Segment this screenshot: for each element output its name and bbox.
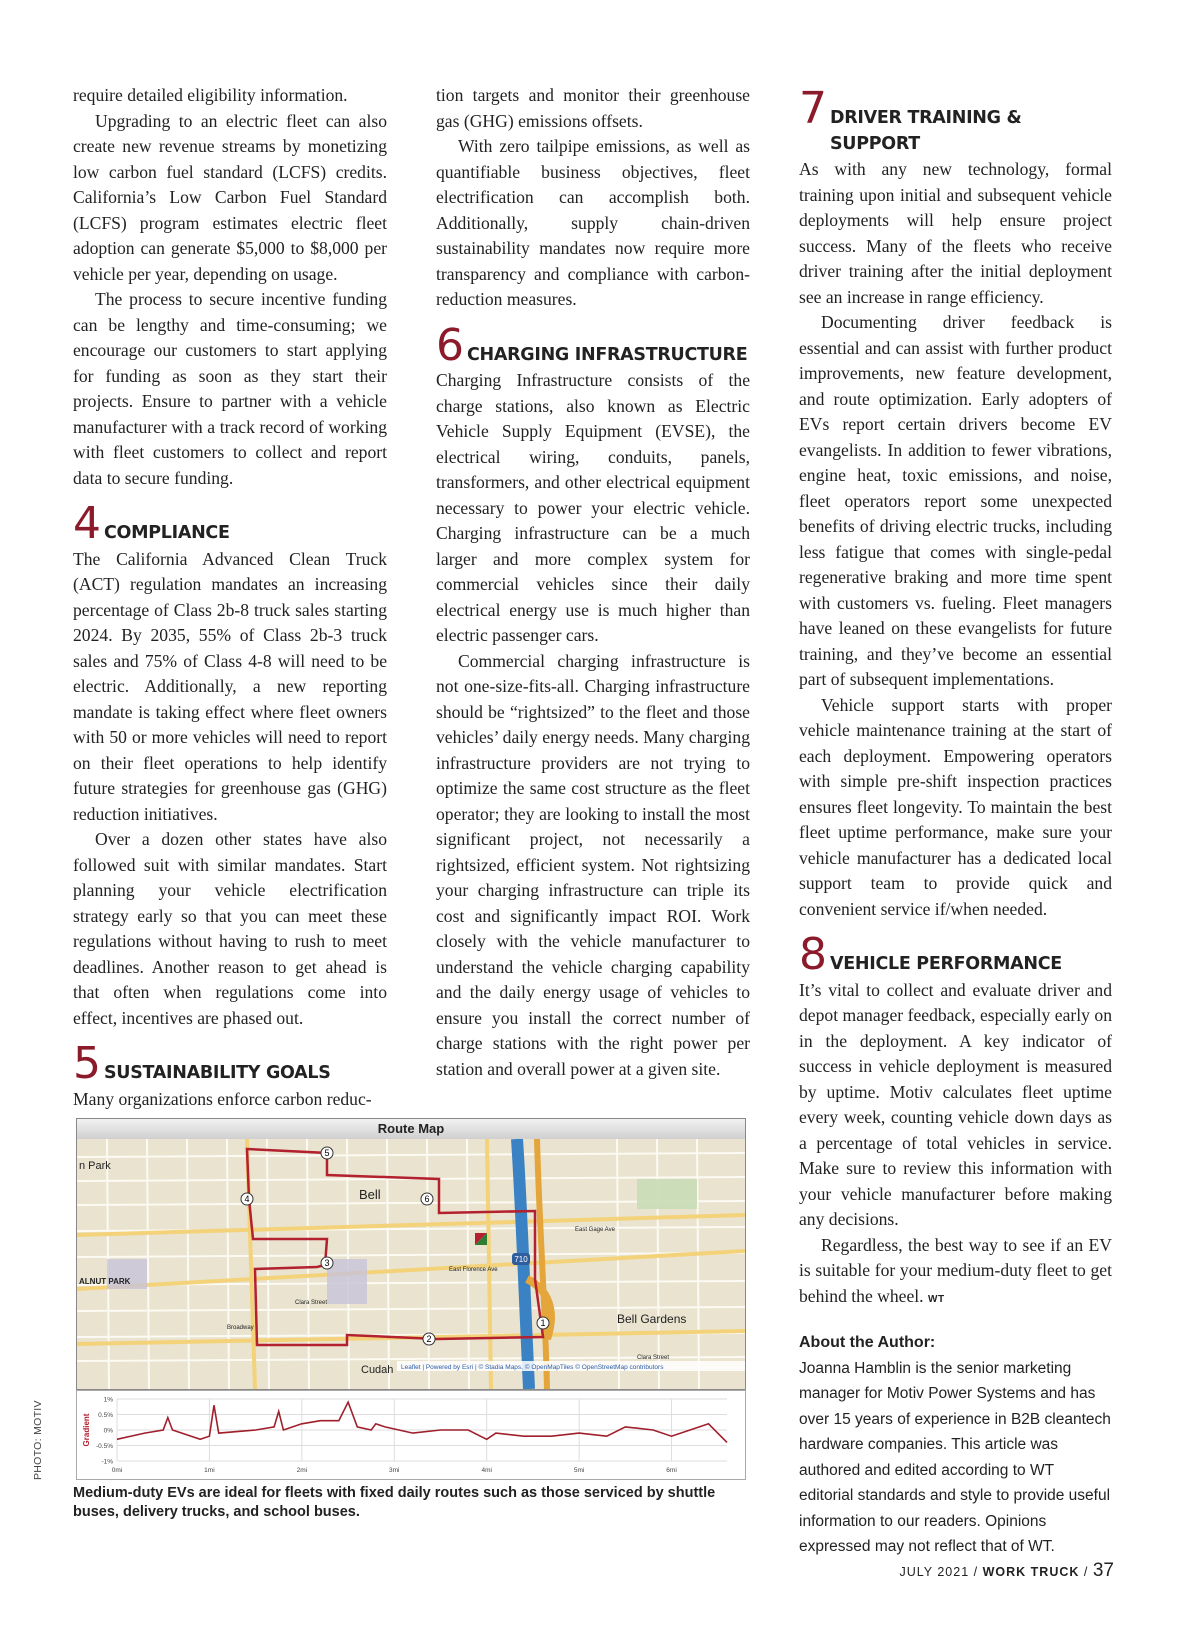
gradient-chart-canvas: [77, 1391, 745, 1479]
stop-marker-label: 6: [424, 1194, 430, 1204]
x-tick-label: 4mi: [481, 1467, 492, 1474]
paragraph: [799, 1233, 1112, 1313]
stop-marker-label: 3: [324, 1258, 330, 1268]
section-heading-7: [799, 83, 1112, 157]
section-title: DRIVER TRAINING & SUPPORT: [830, 108, 1022, 154]
section-number: 8: [799, 929, 827, 980]
issue-date: JULY 2021: [899, 1565, 970, 1579]
gradient-series-line: [117, 1402, 727, 1442]
page-number: 37: [1092, 1560, 1114, 1581]
y-tick-label: 0%: [103, 1427, 113, 1435]
paragraph: tion targets and monitor their greenhouse gas (GHG) emissions offsets.: [436, 85, 750, 131]
gradient-chart: [76, 1390, 746, 1480]
paragraph: Upgrading to an electric fleet can also create new revenue streams by monetizing low carbon fuel standard (LCFS) credits. California’s Low Carbon Fuel Standard (LCFS) program estimates electric fleet adoption can generate $5,000 to $8,000 per vehicle per year, depending on usage.: [73, 110, 387, 284]
route-map: [76, 1118, 746, 1390]
paragraph: The process to secure incentive funding can be lengthy and time-consuming; we encourage our customers to start applying for funding as soon as they start their projects. Ensure to partner with a vehicle manufacturer with a track record of working with fleet customers to collect and report data to secure funding.: [73, 289, 387, 488]
page-footer: [899, 1560, 1114, 1582]
footer-separator: /: [1083, 1565, 1089, 1579]
section-number: 7: [799, 83, 827, 134]
paragraph: As with any new technology, formal training upon initial and subsequent vehicle deployments will help ensure project success. Many of the fleets who receive driver training after the initial deployment see an increase in range efficiency.: [799, 159, 1112, 307]
paragraph: Documenting driver feedback is essential and can assist with further product improvements, new feature development, and route optimization. Early adopters of EVs report certain drivers become EV evangelists. In addition to fewer vibrations, engine heat, toxic emissions, and noise, fleet operators report some unexpected benefits of driving electric trucks, including less fatigue that comes with single-pedal regenerative braking and more time spent with customers vs. fueling. Fleet managers have leaned on these evangelists for future training, and they’ve become an essential part of subsequent implementations.: [799, 312, 1112, 689]
about-author-title: About the Author:: [799, 1334, 936, 1351]
x-tick-label: 6mi: [666, 1467, 677, 1474]
map-background: [77, 1139, 745, 1389]
publication-name: WORK TRUCK: [982, 1565, 1080, 1579]
x-tick-label: 2mi: [296, 1467, 308, 1474]
stop-marker-label: 4: [244, 1194, 250, 1204]
street-label: East Gage Ave: [575, 1227, 615, 1233]
photo-credit: PHOTO: MOTIV: [32, 1400, 44, 1480]
y-tick-label: -1%: [101, 1458, 113, 1466]
x-tick-label: 1mi: [204, 1467, 215, 1474]
section-title: SUSTAINABILITY GOALS: [104, 1063, 331, 1083]
map-title: Route Map: [77, 1119, 745, 1140]
about-author-text: Joanna Hamblin is the senior marketing manager for Motiv Power Systems and has over 15 years of experience in B2B cleantech hardware companies. This article was authored and edited according to WT editorial standards and style to provide useful information to our readers. Opinions expressed may not reflect that of WT.: [799, 1359, 1111, 1555]
section-heading-5: [73, 1038, 387, 1089]
column-3: [799, 83, 1112, 1560]
section-title: VEHICLE PERFORMANCE: [830, 954, 1062, 974]
section-number: 5: [73, 1038, 101, 1089]
paragraph: It’s vital to collect and evaluate driver and depot manager feedback, especially early on in the deployment. A key indicator of success in vehicle deployment is measured by uptime. Motiv calculates fleet uptime every week, counting vehicle down days as a percentage of total vehicles in service. Make sure to review this information with your vehicle manufacturer before making any decisions.: [799, 979, 1112, 1229]
paragraph: With zero tailpipe emissions, as well as quantifiable business objectives, fleet electrification can accomplish both. Additionally, supply chain-driven sustainability mandates now require more transparency and compliance with carbon-reduction measures.: [436, 136, 750, 309]
x-tick-label: 0mi: [111, 1467, 123, 1474]
stop-marker-label: 5: [324, 1148, 330, 1158]
street-label: Broadway: [227, 1325, 254, 1331]
section-heading-8: [799, 929, 1112, 980]
route-figure: [76, 1118, 744, 1506]
x-tick-label: 5mi: [573, 1467, 585, 1474]
column-1: [73, 83, 387, 1112]
street-label: Clara Street: [637, 1355, 670, 1361]
section-title: COMPLIANCE: [104, 523, 230, 543]
stop-marker-label: 1: [540, 1318, 546, 1328]
paragraph: require detailed eligibility information.: [73, 85, 348, 105]
park-area: [637, 1179, 697, 1209]
place-label: Bell: [359, 1187, 381, 1202]
paragraph: Many organizations enforce carbon reduc-: [73, 1088, 372, 1109]
stop-marker-label: 2: [426, 1334, 432, 1344]
paragraph: Vehicle support starts with proper vehicle maintenance training at the start of each deployment. Empowering operators with simple pre-shift inspection practices ensures fleet longevity. To maintain the best fleet uptime performance, make sure your vehicle manufacturer has a dedicated local support team to provide quick and convenient service if/when needed.: [799, 694, 1112, 919]
footer-separator: /: [973, 1565, 979, 1579]
street-label: East Florence Ave: [449, 1267, 498, 1273]
place-label: n Park: [79, 1160, 111, 1172]
map-attribution: Leaflet | Powered by Esri | © Stadia Maps, © OpenMapTiles © OpenStreetMap contributors: [401, 1364, 664, 1371]
section-number: 4: [73, 498, 101, 549]
column-2: [436, 83, 750, 1082]
y-tick-label: 1%: [103, 1396, 113, 1404]
paragraph: Commercial charging infrastructure is not one-size-fits-all. Charging infrastructure should be “rightsized” to the fleet and those vehicles’ daily energy needs. Many charging infrastructure providers are not trying to optimize the same cost structure as the fleet operator; they are looking to install the most significant project, not necessarily a rightsized, efficient system. Not rightsizing your charging infrastructure can triple its cost and significantly impact ROI. Work closely with the vehicle manufacturer to understand the vehicle charging capability and the daily energy usage of vehicles to ensure you install the correct number of charge stations with the right power per station and overall power at a given site.: [436, 650, 750, 1079]
section-heading-6: [436, 319, 750, 371]
highway-shield-label: 710: [514, 1255, 528, 1264]
street-label: Clara Street: [295, 1300, 328, 1306]
section-title: CHARGING INFRASTRUCTURE: [467, 344, 748, 365]
end-mark: WT: [928, 1293, 945, 1305]
place-label: ALNUT PARK: [79, 1277, 131, 1286]
section-number: 6: [436, 319, 464, 371]
place-label: Bell Gardens: [617, 1312, 687, 1326]
figure-caption: Medium-duty EVs are ideal for fleets with fixed daily routes such as those serviced by shuttle buses, delivery trucks, and school buses.: [73, 1485, 716, 1520]
paragraph: Over a dozen other states have also followed suit with similar mandates. Start planning your vehicle electrification strategy early so that you can meet these regulations without having to rush to meet deadlines. Another reason to get ahead is that often when regulations come into effect, incentives are phased out.: [73, 829, 387, 1028]
paragraph: The California Advanced Clean Truck (ACT) regulation mandates an increasing percentage of Class 2b-8 truck sales starting 2024. By 2035, 55% of Class 2b-3 truck sales and 75% of Class 4-8 will need to be electric. Additionally, a new reporting mandate is taking effect where fleet owners with 50 or more vehicles will need to report on their fleet operations to help identify future strategies for greenhouse gas (GHG) reduction initiatives.: [73, 548, 387, 824]
section-heading-4: [73, 498, 387, 549]
paragraph: Charging Infrastructure consists of the charge stations, also known as Electric Vehicle Supply Equipment (EVSE), the electrical wiring, conduits, panels, transformers, and other electrical equipment necessary to power your electric vehicle. Charging infrastructure can be a much larger and more complex system for commercial vehicles since their daily electrical energy use is much higher than electric passenger cars.: [436, 370, 750, 645]
paragraph-text: Regardless, the best way to see if an EV is suitable for your medium-duty fleet to get behind the wheel.: [799, 1234, 1112, 1306]
map-canvas: [77, 1139, 745, 1389]
place-label: Cudah: [361, 1364, 394, 1376]
y-axis-label: Gradient: [82, 1413, 91, 1447]
y-tick-label: 0.5%: [98, 1412, 113, 1419]
y-tick-label: -0.5%: [96, 1443, 113, 1450]
zone-area: [327, 1259, 367, 1304]
x-tick-label: 3mi: [389, 1467, 400, 1474]
